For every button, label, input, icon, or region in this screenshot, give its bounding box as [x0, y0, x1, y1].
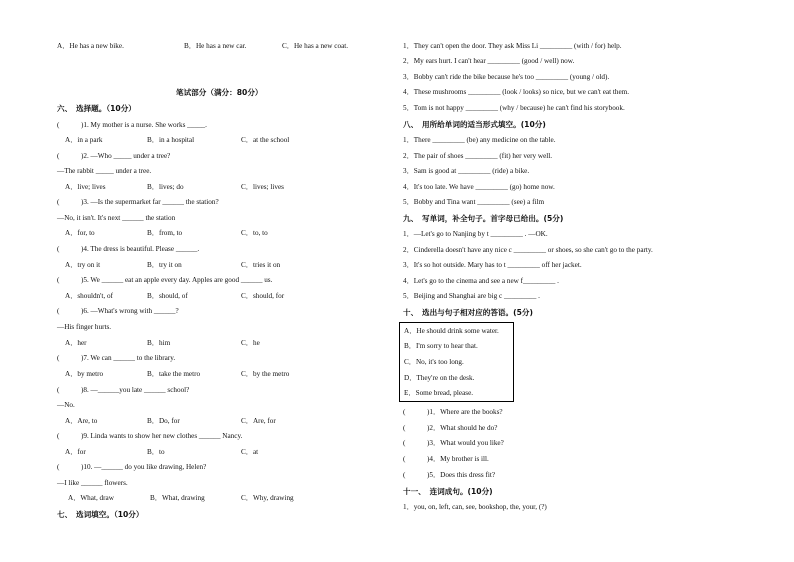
s6-q4: ( )4. The dress is beautiful. Please ______.	[57, 245, 200, 253]
section8-title: 八、 用所给单词的适当形式填空。(10分)	[403, 120, 546, 129]
s7-item-2: 2．My ears hurt. I can't hear _________ (good / well) now.	[403, 57, 575, 65]
option-c: C．He has a new coat.	[282, 42, 349, 50]
s6-q3-a: A．for, to	[65, 229, 95, 237]
s6-q3-dialog: —No, it isn't. It's next ______ the station	[57, 214, 176, 222]
s7-item-1: 1．They can't open the door. They ask Miss Li _________ (with / for) help.	[403, 42, 622, 50]
s8-item-3: 3．Sam is good at _________ (ride) a bike.	[403, 167, 530, 175]
s6-q8-dialog: —No.	[57, 401, 75, 409]
s9-item-2: 2．Cinderella doesn't have any nice c _________ or shoes, so she can't go to the party.	[403, 246, 653, 254]
s7-item-5: 5．Tom is not happy _________ (why / because) he can't find his storybook.	[403, 104, 625, 112]
s6-q7-b: B．take the metro	[147, 370, 201, 378]
option-a: A．He has a new bike.	[57, 42, 124, 50]
s8-item-1: 1．There _________ (be) any medicine on the table.	[403, 136, 556, 144]
s6-q2-b: B．lives; do	[147, 183, 184, 191]
answer-a: A．He should drink some water.	[404, 327, 499, 335]
s6-q10: ( )10. —______ do you like drawing, Helen?	[57, 463, 207, 471]
s6-q3-b: B．from, to	[147, 229, 183, 237]
s6-q5: ( )5. We ______ eat an apple every day. Apples are good ______ us.	[57, 276, 273, 284]
s7-item-4: 4．These mushrooms _________ (look / looks) so nice, but we can't eat them.	[403, 88, 630, 96]
s9-item-1: 1．—Let's go to Nanjing by t _________ . —OK.	[403, 230, 548, 238]
s6-q7-a: A．by metro	[65, 370, 104, 378]
s6-q2: ( )2. —Who _____ under a tree?	[57, 152, 171, 160]
s6-q10-c: C．Why, drawing	[241, 494, 294, 502]
s10-item-3: ( )3．What would you like?	[403, 439, 504, 447]
s6-q1-a: A．in a park	[65, 136, 103, 144]
s6-q8-a: A．Are, to	[65, 417, 98, 425]
s10-item-5: ( )5．Does this dress fit?	[403, 471, 496, 479]
s6-q4-b: B．try it on	[147, 261, 182, 269]
s6-q1: ( )1. My mother is a nurse. She works _____.	[57, 121, 207, 129]
s6-q4-a: A．try on it	[65, 261, 101, 269]
answer-d: D．They're on the desk.	[404, 374, 475, 382]
s10-item-2: ( )2．What should he do?	[403, 424, 498, 432]
section9-title: 九、 写单词，补全句子。首字母已给出。(5分)	[403, 214, 564, 223]
s11-item-1: 1．you, on, left, can, see, bookshop, the, your, (?)	[403, 503, 547, 511]
section10-title: 十、 选出与句子相对应的答语。(5分)	[403, 308, 533, 317]
s6-q8: ( )8. —______you late ______ school?	[57, 386, 190, 394]
s6-q9-a: A．for	[65, 448, 86, 456]
s8-item-4: 4．It's too late. We have _________ (go) home now.	[403, 183, 555, 191]
s6-q10-a: A．What, draw	[68, 494, 114, 502]
s6-q6-a: A．her	[65, 339, 87, 347]
s6-q2-dialog: —The rabbit _____ under a tree.	[57, 167, 152, 175]
section7-title: 七、 选词填空。（10分）	[57, 510, 144, 519]
s6-q10-b: B．What, drawing	[150, 494, 205, 502]
section6-title: 六、 选择题。（10分）	[57, 104, 136, 113]
s8-item-2: 2．The pair of shoes _________ (fit) her very well.	[403, 152, 553, 160]
s6-q6-b: B．him	[147, 339, 171, 347]
s6-q9-b: B．to	[147, 448, 165, 456]
s6-q3-c: C．to, to	[241, 229, 268, 237]
s10-item-1: ( )1．Where are the books?	[403, 408, 503, 416]
answer-b: B．I'm sorry to hear that.	[404, 342, 478, 350]
s9-item-5: 5．Beijing and Shanghai are big c _________ .	[403, 292, 540, 300]
s6-q10-dialog: —I like ______ flowers.	[57, 479, 128, 487]
s6-q3: ( )3. —Is the supermarket far ______ the station?	[57, 198, 219, 206]
s9-item-4: 4．Let's go to the cinema and see a new f_________ .	[403, 277, 559, 285]
s8-item-5: 5．Bobby and Tina want _________ (see) a film	[403, 198, 545, 206]
s6-q9-c: C．at	[241, 448, 259, 456]
section11-title: 十一、 连词成句。(10分)	[403, 487, 493, 496]
s6-q2-a: A．live; lives	[65, 183, 106, 191]
s6-q9: ( )9. Linda wants to show her new clothes ______ Nancy.	[57, 432, 243, 440]
option-b: B．He has a new car.	[184, 42, 247, 50]
s6-q8-b: B．Do, for	[147, 417, 180, 425]
s6-q8-c: C．Are, for	[241, 417, 276, 425]
answer-c: C．No, it's too long.	[404, 358, 464, 366]
s6-q2-c: C．lives; lives	[241, 183, 284, 191]
s6-q6: ( )6. —What's wrong with ______?	[57, 307, 179, 315]
written-part-title: 笔试部分（满分：80分）	[176, 88, 263, 97]
s6-q5-b: B．should, of	[147, 292, 188, 300]
s6-q5-c: C．should, for	[241, 292, 285, 300]
s6-q6-c: C．he	[241, 339, 260, 347]
s6-q1-c: C．at the school	[241, 136, 290, 144]
s6-q5-a: A．shouldn't, of	[65, 292, 114, 300]
s6-q7-c: C．by the metro	[241, 370, 290, 378]
s6-q6-dialog: —His finger hurts.	[57, 323, 112, 331]
s6-q4-c: C．tries it on	[241, 261, 281, 269]
s10-item-4: ( )4．My brother is ill.	[403, 455, 489, 463]
s6-q7: ( )7. We can ______ to the library.	[57, 354, 176, 362]
s9-item-3: 3．It's so hot outside. Mary has to t _________ off her jacket.	[403, 261, 582, 269]
answer-e: E．Some bread, please.	[404, 389, 474, 397]
s7-item-3: 3．Bobby can't ride the bike because he's too _________ (young / old).	[403, 73, 610, 81]
s6-q1-b: B．in a hospital	[147, 136, 195, 144]
